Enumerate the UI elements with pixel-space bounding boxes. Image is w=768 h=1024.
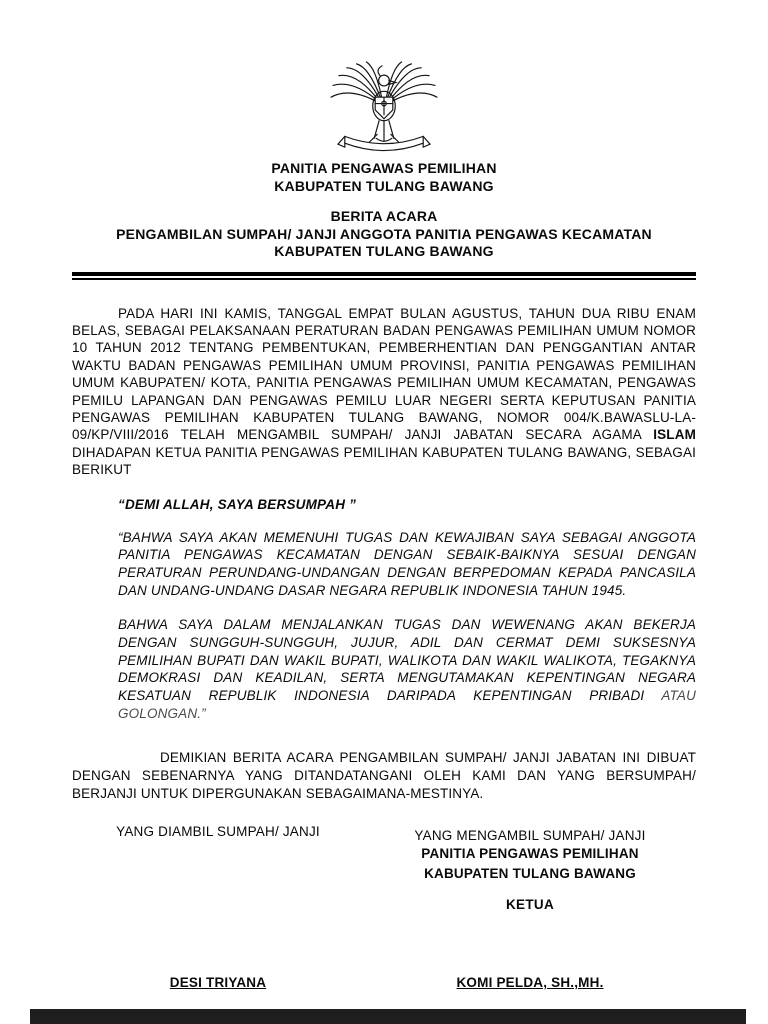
closing-paragraph: DEMIKIAN BERITA ACARA PENGAMBILAN SUMPAH/ JANJI JABATAN INI DIBUAT DENGAN SEBENARNYA YANG DITANDATANGANI OLEH KAMI DAN YANG BERSUMPAH/ BERJANJI UNTUK DIPERGUNAKAN SEBAGAIMANA-MESTINYA. <box>72 750 696 801</box>
signee-name-cell <box>72 974 364 992</box>
letterhead-org-line1: PANITIA PENGAWAS PEMILIHAN <box>271 160 497 176</box>
opening-paragraph-tail: DIHADAPAN KETUA PANITIA PENGAWAS PEMILIHAN KABUPATEN TULANG BAWANG, SEBAGAI BERIKUT <box>72 444 696 478</box>
letterhead-org-line2: KABUPATEN TULANG BAWANG <box>274 177 494 194</box>
officiant-org-line1: PANITIA PENGAWAS PEMILIHAN <box>421 846 639 862</box>
signature-names-row <box>72 974 696 992</box>
oath-paragraph-2-text: BAHWA SAYA DALAM MENJALANKAN TUGAS DAN WEWENANG AKAN BEKERJA DENGAN SUNGGUH-SUNGGUH, JUJUR, ADIL DAN CERMAT DEMI SUKSESNYA PEMILIHAN BUPATI DAN WAKIL BUPATI, WALIKOTA DAN WAKIL WALIKOTA, TEGAKNYA DEMOKRASI DAN KEADILAN, SERTA MENGUTAMAKAN KEPENTINGAN NEGARA KESATUAN REPUBLIK INDONESIA DARIPADA KEPENTINGAN PRIBADI <box>118 617 696 703</box>
oath-heading: “DEMI ALLAH, SAYA BERSUMPAH ” <box>118 496 357 512</box>
opening-paragraph <box>72 305 696 479</box>
opening-paragraph-text: PADA HARI INI KAMIS, TANGGAL EMPAT BULAN AGUSTUS, TAHUN DUA RIBU ENAM BELAS, SEBAGAI PELAKSANAAN PERATURAN BADAN PENGAWAS PEMILIHAN UMUM NOMOR 10 TAHUN 2012 TENTANG PEMBENTUKAN, PEMBERHENTIAN DAN PENGGANTIAN ANTAR WAKTU BADAN PENGAWAS PEMILIHAN UMUM PROVINSI, PANITIA PENGAWAS PEMILIHAN UMUM KABUPATEN/ KOTA, PANITIA PENGAWAS PEMILIHAN UMUM KECAMATAN, PENGAWAS PEMILU LAPANGAN DAN PENGAWAS PEMILU LUAR NEGERI SERTA KEPUTUSAN PANITIA PENGAWAS PEMILIHAN KABUPATEN TULANG BAWANG, NOMOR 004/K.BAWASLU-LA-09/KP/VIII/2016 TELAH MENGAMBIL SUMPAH/ JANJI JABATAN SECARA AGAMA <box>72 305 696 443</box>
officiant-label: YANG MENGAMBIL SUMPAH/ JANJI <box>414 828 646 844</box>
document-subtitle-line2: KABUPATEN TULANG BAWANG <box>274 243 494 259</box>
document-subtitle-line1: PENGAMBILAN SUMPAH/ JANJI ANGGOTA PANITIA PENGAWAS KECAMATAN <box>116 225 652 242</box>
signee-name: DESI TRIYANA <box>169 975 267 991</box>
document-title-block <box>72 208 696 261</box>
signee-column <box>72 824 364 912</box>
officiant-column <box>364 824 696 912</box>
document-title: BERITA ACARA <box>330 208 438 224</box>
oath-paragraph-2 <box>118 616 696 722</box>
bottom-scan-bar <box>30 1009 746 1024</box>
officiant-org-line2: KABUPATEN TULANG BAWANG <box>424 865 636 881</box>
signature-labels-row <box>72 824 696 912</box>
double-rule-divider <box>72 272 696 280</box>
emblem-container <box>72 58 696 154</box>
officiant-role: KETUA <box>506 897 554 913</box>
letterhead <box>72 160 696 195</box>
oath-paragraph-1: “BAHWA SAYA AKAN MEMENUHI TUGAS DAN KEWAJIBAN SAYA SEBAGAI ANGGOTA PANITIA PENGAWAS KECAMATAN DENGAN SEBAIK-BAIKNYA SESUAI DENGAN PERATURAN PERUNDANG-UNDANGAN DENGAN BERPEDOMAN KEPADA PANCASILA DAN UNDANG-UNDANG DASAR NEGARA REPUBLIK INDONESIA TAHUN 1945. <box>118 529 696 598</box>
signee-label: YANG DIAMBIL SUMPAH/ JANJI <box>116 824 320 840</box>
officiant-name: KOMI PELDA, SH.,MH. <box>456 975 604 991</box>
garuda-pancasila-emblem <box>325 58 443 154</box>
officiant-name-cell <box>364 974 696 992</box>
religion-emphasis: ISLAM <box>653 427 696 443</box>
oath-paragraph-2-tail: ATAU GOLONGAN.” <box>118 687 696 721</box>
